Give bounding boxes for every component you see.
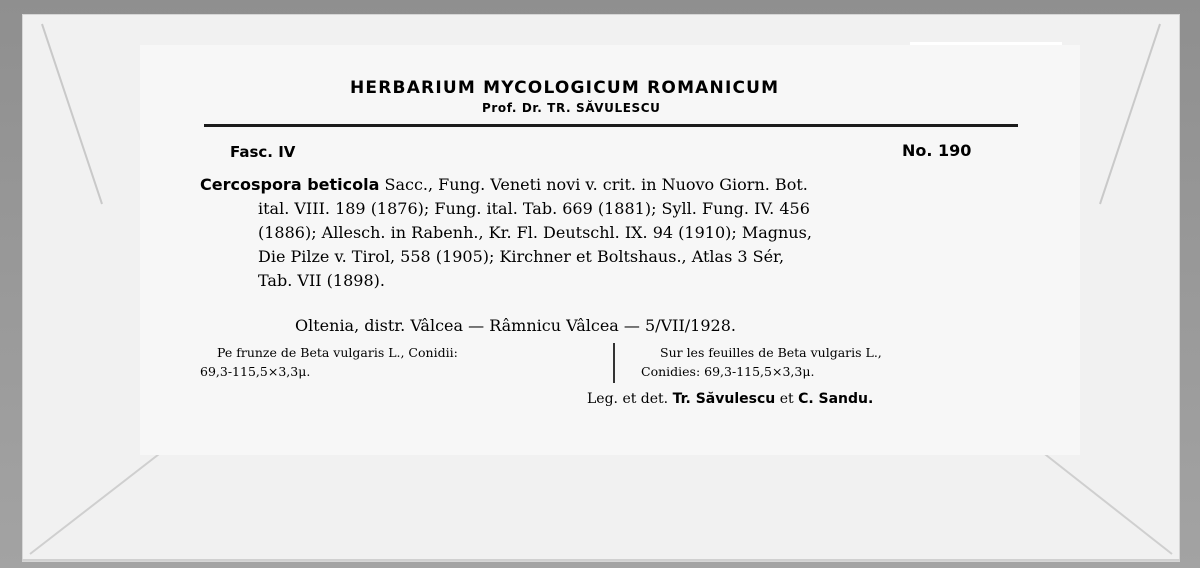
collector-1: Tr. Săvulescu	[672, 391, 776, 407]
citation-line: Tab. VII (1898).	[258, 271, 385, 290]
collectors	[587, 391, 873, 407]
species-name: Cercospora beticola	[200, 175, 380, 194]
taxon-line-1	[200, 175, 808, 195]
host-french: Sur les feuilles de Beta vulgaris L.,	[660, 345, 882, 360]
citation-line: Sacc., Fung. Veneti novi v. crit. in Nuovo Giorn. Bot.	[384, 175, 808, 194]
exsiccata-number: No. 190	[902, 141, 972, 160]
herbarium-editor: Prof. Dr. TR. SĂVULESCU	[482, 101, 661, 115]
collectors-joiner: et	[779, 391, 794, 407]
citation-line: (1886); Allesch. in Rabenh., Kr. Fl. Deutschl. IX. 94 (1910); Magnus,	[258, 223, 812, 242]
conidia-romanian: 69,3-115,5×3,3μ.	[200, 364, 311, 379]
header-rule	[204, 124, 1018, 127]
citation-line: Die Pilze v. Tirol, 558 (1905); Kirchner et Boltshaus., Atlas 3 Sér,	[258, 247, 785, 266]
collector-2: C. Sandu.	[798, 391, 874, 407]
herbarium-title: HERBARIUM MYCOLOGICUM ROMANICUM	[350, 78, 780, 98]
collectors-prefix: Leg. et det.	[587, 391, 669, 407]
locality: Oltenia, distr. Vâlcea — Râmnicu Vâlcea — 5/VII/1928.	[295, 316, 736, 335]
column-divider	[613, 343, 615, 383]
fascicle: Fasc. IV	[230, 143, 296, 161]
host-romanian: Pe frunze de Beta vulgaris L., Conidii:	[217, 345, 458, 360]
conidia-french: Conidies: 69,3-115,5×3,3μ.	[641, 364, 815, 379]
citation-line: ital. VIII. 189 (1876); Fung. ital. Tab. 669 (1881); Syll. Fung. IV. 456	[258, 199, 810, 218]
